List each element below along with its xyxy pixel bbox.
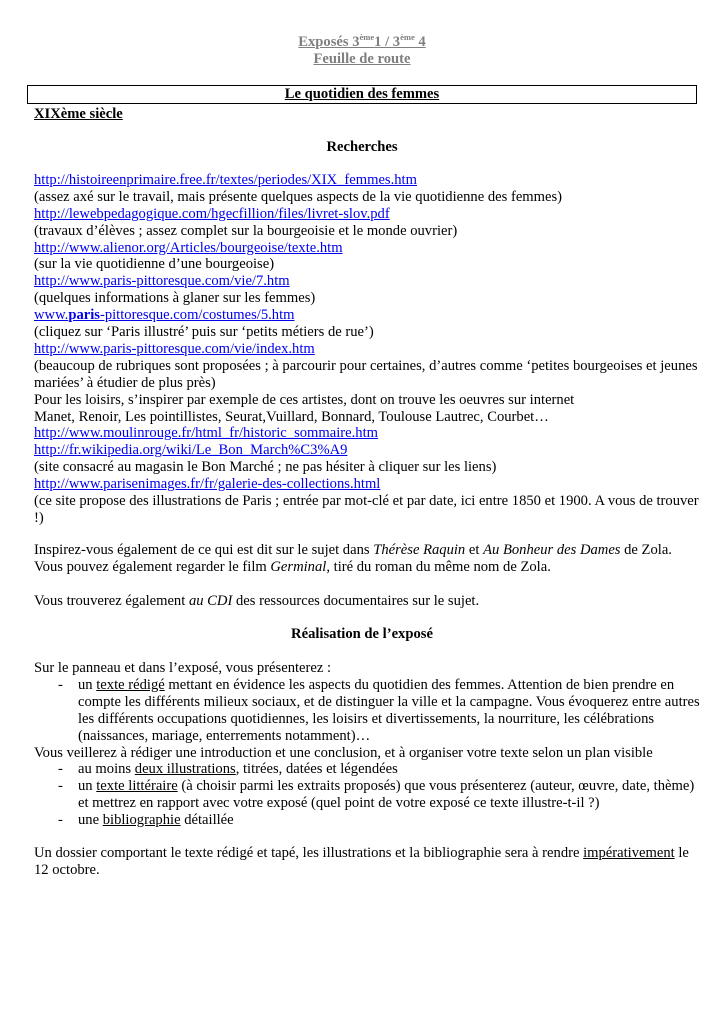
item3-text-b: (à choisir parmi les extraits proposés) que vous présenterez (auteur, œuvre, date, thème) et mettrez en rapport avec votre exposé (quel point de votre exposé ce texte illustre-t-il ?)	[78, 778, 695, 812]
realisation-middle: Vous veillerez à rédiger une introduction et une conclusion, et à organiser votre texte selon un plan visible	[34, 744, 653, 761]
research-link-2[interactable]: http://lewebpedagogique.com/hgecfillion/files/livret-slov.pdf	[34, 205, 390, 222]
book-therese-raquin: Thérèse Raquin	[373, 542, 466, 558]
inspire-text-5: , tiré du roman du même nom de Zola.	[326, 558, 551, 575]
cdi-text-2: des ressources documentaires sur le sujet.	[232, 593, 480, 609]
research-link-1[interactable]: http://histoireenprimaire.free.fr/textes/periodes/XIX_femmes.htm	[34, 172, 417, 188]
item4-text-a: une	[78, 812, 103, 829]
realisation-body	[34, 660, 704, 829]
realisation-list-2	[34, 761, 704, 829]
item2-text-a: au moins	[78, 761, 135, 778]
header-sup-2: ème	[400, 32, 415, 42]
research-note-5: (cliquez sur ‘Paris illustré’ puis sur ‘petits métiers de rue’)	[34, 324, 374, 341]
cdi-paragraph	[34, 593, 704, 610]
dash-bullet: -	[58, 778, 63, 795]
dash-bullet: -	[58, 812, 63, 829]
link5-part-c: -pittoresque.com/costumes/5.htm	[99, 307, 295, 324]
parisenimages-link[interactable]: http://www.parisenimages.fr/fr/galerie-des-collections.html	[34, 476, 381, 493]
closing-text-a: Un dossier comportant le texte rédigé et tapé, les illustrations et la bibliographie sera à rendre	[34, 845, 584, 861]
film-germinal: Germinal	[270, 558, 327, 575]
research-link-3[interactable]: http://www.alienor.org/Articles/bourgeoise/texte.htm	[34, 239, 343, 256]
research-note-3: (sur la vie quotidienne d’une bourgeoise)	[34, 256, 275, 273]
header-sup-1: ème	[359, 32, 375, 42]
header-title-prefix: Exposés 3	[298, 34, 360, 50]
inspire-text-2: et	[465, 542, 484, 558]
research-note-4: (quelques informations à glaner sur les femmes)	[34, 290, 316, 307]
header-title	[0, 34, 724, 51]
item1-text-a: un	[78, 676, 97, 693]
bonmarche-link[interactable]: http://fr.wikipedia.org/wiki/Le_Bon_March%C3%A9	[34, 442, 348, 459]
dash-bullet: -	[58, 761, 63, 778]
book-au-bonheur: Au Bonheur des Dames	[483, 542, 621, 558]
research-note-1: (assez axé sur le travail, mais présente quelques aspects de la vie quotidienne des femmes)	[34, 188, 563, 205]
cdi-place: au CDI	[188, 593, 233, 609]
item1-text-b: mettant en évidence les aspects du quotidien des femmes. Attention de bien prendre en compte les différents milieux sociaux, et de distinguer la ville et la campagne. Vous évoquerez entre autres les différents occupations quotidiennes, les loisirs et divertissements, la nourriture, les célébrations (naissances, mariage, enterrements notamment)…	[78, 676, 700, 744]
header-title-mid: 1 / 3	[374, 34, 401, 50]
list-item	[34, 812, 704, 829]
closing-paragraph	[34, 845, 704, 879]
research-note-2: (travaux d’élèves ; assez complet sur la bourgeoisie et le monde ouvrier)	[34, 222, 458, 239]
item2-underlined: deux illustrations	[134, 761, 236, 778]
item3-underlined: texte littéraire	[96, 778, 178, 795]
research-link-4[interactable]: http://www.paris-pittoresque.com/vie/7.htm	[34, 273, 290, 290]
bonmarche-note: (site consacré au magasin le Bon Marché ; ne pas hésiter à cliquer sur les liens)	[34, 459, 497, 476]
header-title-suffix: 4	[414, 34, 426, 50]
link5-part-bold: paris	[68, 307, 100, 324]
list-item	[34, 677, 704, 745]
document-title: Le quotidien des femmes	[27, 85, 697, 104]
inspire-text-1: Inspirez-vous également de ce qui est dit sur le sujet dans	[34, 542, 374, 558]
realisation-heading: Réalisation de l’exposé	[291, 626, 433, 642]
moulinrouge-link[interactable]: http://www.moulinrouge.fr/html_fr/historic_sommaire.htm	[34, 425, 378, 442]
inspire-text-4: Vous pouvez également regarder le film	[34, 558, 271, 575]
parisenimages-note: (ce site propose des illustrations de Paris ; entrée par mot-clé et par date, ici entre 1850 et 1900. A vous de trouver !)	[34, 492, 699, 526]
realisation-list-1	[34, 677, 704, 745]
research-heading: Recherches	[326, 139, 398, 155]
item3-text-a: un	[78, 778, 97, 795]
realisation-intro: Sur le panneau et dans l’exposé, vous présenterez :	[34, 660, 332, 676]
list-item	[34, 778, 704, 812]
link5-part-a: www.	[34, 307, 69, 324]
item1-underlined: texte rédigé	[96, 676, 165, 693]
item4-underlined: bibliographie	[102, 812, 181, 829]
item2-text-b: , titrées, datées et légendées	[235, 761, 398, 778]
header-subtitle: Feuille de route	[313, 51, 411, 67]
research-note-6: (beaucoup de rubriques sont proposées ; à parcourir pour certaines, d’autres comme ‘petites bourgeoises et jeunes mariées’ à étudier de plus près)	[34, 357, 698, 391]
dash-bullet: -	[58, 676, 63, 693]
inspire-text-3: de Zola.	[620, 542, 672, 558]
artists-list: Manet, Renoir, Les pointillistes, Seurat,Vuillard, Bonnard, Toulouse Lautrec, Courbet…	[34, 408, 549, 425]
closing-underlined: impérativement	[583, 845, 675, 861]
research-list	[34, 172, 704, 527]
leisure-intro: Pour les loisirs, s’inspirer par exemple de ces artistes, dont on trouve les oeuvres sur internet	[34, 391, 575, 408]
item4-text-b: détaillée	[180, 812, 234, 829]
research-link-5[interactable]	[34, 307, 295, 323]
list-item	[34, 761, 704, 778]
period-subtitle: XIXème siècle	[34, 106, 123, 122]
inspire-paragraph	[34, 542, 704, 576]
closing-text-b: le 12 octobre.	[34, 845, 689, 878]
cdi-text-1: Vous trouverez également	[34, 593, 189, 609]
research-link-6[interactable]: http://www.paris-pittoresque.com/vie/index.htm	[34, 340, 315, 357]
